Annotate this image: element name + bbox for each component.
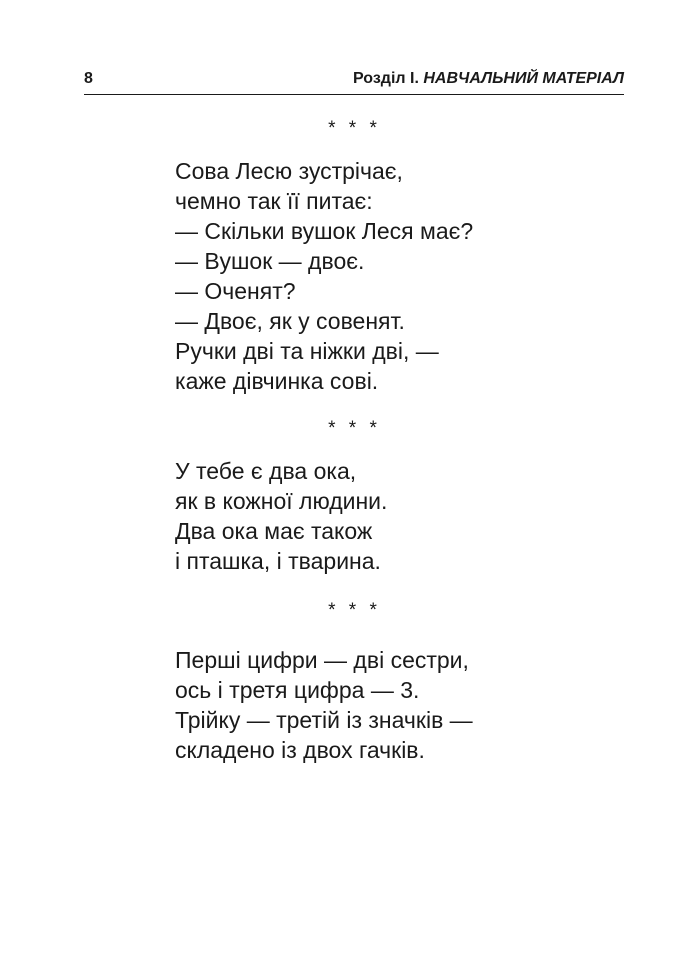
page-number: 8	[84, 70, 93, 87]
poem-line: — Оченят?	[175, 278, 296, 304]
poem-line: — Вушок — двоє.	[175, 248, 365, 274]
poem-line: чемно так її питає:	[175, 188, 373, 214]
stanza-1	[175, 156, 625, 396]
poem-line: — Скільки вушок Леся має?	[175, 218, 474, 244]
poem-line: каже дівчинка сові.	[175, 368, 379, 394]
poem-line: ось і третя цифра — 3.	[175, 677, 420, 703]
poem-line: У тебе є два ока,	[175, 458, 357, 484]
stanza-divider: * * *	[328, 418, 381, 439]
stanza-2	[175, 456, 625, 576]
poem-line: Сова Лесю зустрічає,	[175, 158, 403, 184]
poem-line: і пташка, і тварина.	[175, 548, 381, 574]
poem-line: Ручки дві та ніжки дві, —	[175, 338, 439, 364]
poem-line: складено із двох гачків.	[175, 737, 425, 763]
running-head	[353, 70, 624, 88]
poem-line: Перші цифри — дві сестри,	[175, 647, 469, 673]
poem-line: Трійку — третій із значків —	[175, 707, 473, 733]
stanza-3	[175, 645, 625, 765]
poem-line: — Двоє, як у совенят.	[175, 308, 405, 334]
poem-line: як в кожної людини.	[175, 488, 388, 514]
section-label: Розділ І.	[353, 70, 419, 87]
stanza-divider: * * *	[328, 118, 381, 139]
stanza-divider: * * *	[328, 600, 381, 621]
section-title: НАВЧАЛЬНИЙ МАТЕРІАЛ	[423, 70, 624, 87]
poem-line: Два ока має також	[175, 518, 373, 544]
page-header	[84, 70, 624, 95]
